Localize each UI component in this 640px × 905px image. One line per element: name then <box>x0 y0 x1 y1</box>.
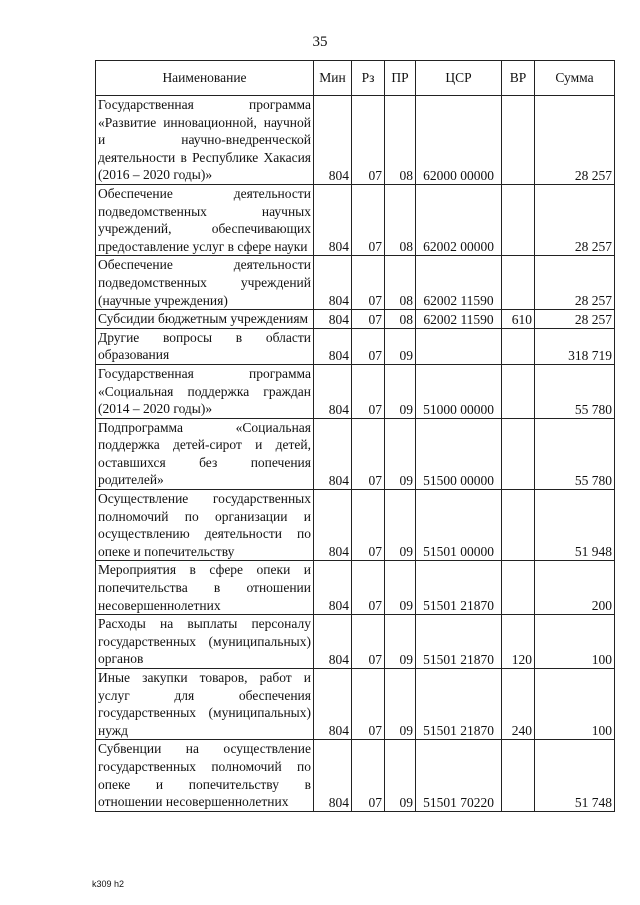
row-rz: 07 <box>352 256 385 310</box>
row-name: Государственная программа «Социальная поддержка граждан (2014 – 2020 годы)» <box>96 364 314 418</box>
row-min: 804 <box>314 96 352 185</box>
row-name: Мероприятия в сфере опеки и попечительства в отношении несовершеннолетних <box>96 561 314 615</box>
row-min: 804 <box>314 615 352 669</box>
row-min: 804 <box>314 184 352 255</box>
row-rz: 07 <box>352 490 385 561</box>
row-rz: 07 <box>352 328 385 364</box>
table-row <box>96 256 615 310</box>
row-csr: 51000 00000 <box>416 364 502 418</box>
row-pr: 09 <box>385 364 416 418</box>
table-row <box>96 364 615 418</box>
row-vr: 610 <box>502 310 535 329</box>
row-csr: 51501 21870 <box>416 615 502 669</box>
header-csr: ЦСР <box>416 61 502 96</box>
row-pr: 09 <box>385 561 416 615</box>
row-csr: 62002 11590 <box>416 256 502 310</box>
row-vr <box>502 328 535 364</box>
row-name: Обеспечение деятельности подведомственных научных учреждений, обеспечивающих предоставление услуг в сфере науки <box>96 184 314 255</box>
header-sum: Сумма <box>535 61 615 96</box>
row-sum: 55 780 <box>535 364 615 418</box>
row-rz: 07 <box>352 96 385 185</box>
row-sum: 100 <box>535 669 615 740</box>
row-rz: 07 <box>352 561 385 615</box>
row-rz: 07 <box>352 669 385 740</box>
row-min: 804 <box>314 256 352 310</box>
row-vr <box>502 256 535 310</box>
row-rz: 07 <box>352 418 385 489</box>
row-sum: 200 <box>535 561 615 615</box>
row-vr <box>502 490 535 561</box>
row-sum: 28 257 <box>535 310 615 329</box>
table-row <box>96 615 615 669</box>
table-row <box>96 490 615 561</box>
table-row <box>96 310 615 329</box>
row-vr: 240 <box>502 669 535 740</box>
row-sum: 28 257 <box>535 256 615 310</box>
header-vr: ВР <box>502 61 535 96</box>
row-vr <box>502 364 535 418</box>
row-min: 804 <box>314 418 352 489</box>
table-row <box>96 740 615 811</box>
row-name: Государственная программа «Развитие инновационной, научной и научно-внедренческой деятельности в Республике Хакасия (2016 – 2020 годы)» <box>96 96 314 185</box>
row-vr <box>502 740 535 811</box>
table-row <box>96 669 615 740</box>
row-csr: 62000 00000 <box>416 96 502 185</box>
row-sum: 100 <box>535 615 615 669</box>
row-sum: 51 748 <box>535 740 615 811</box>
row-pr: 09 <box>385 740 416 811</box>
row-pr: 09 <box>385 615 416 669</box>
row-vr <box>502 184 535 255</box>
header-rz: Рз <box>352 61 385 96</box>
row-sum: 51 948 <box>535 490 615 561</box>
row-pr: 08 <box>385 96 416 185</box>
row-vr: 120 <box>502 615 535 669</box>
row-pr: 09 <box>385 328 416 364</box>
row-vr <box>502 96 535 185</box>
row-csr: 62002 00000 <box>416 184 502 255</box>
row-min: 804 <box>314 328 352 364</box>
table-header-row <box>96 61 615 96</box>
row-name: Другие вопросы в области образования <box>96 328 314 364</box>
row-rz: 07 <box>352 740 385 811</box>
row-csr <box>416 328 502 364</box>
row-sum: 28 257 <box>535 184 615 255</box>
row-pr: 08 <box>385 310 416 329</box>
row-name: Субвенции на осуществление государственных полномочий по опеке и попечительству в отношении несовершеннолетних <box>96 740 314 811</box>
table-row <box>96 328 615 364</box>
row-rz: 07 <box>352 364 385 418</box>
row-csr: 51501 21870 <box>416 561 502 615</box>
row-rz: 07 <box>352 310 385 329</box>
row-rz: 07 <box>352 184 385 255</box>
table-row <box>96 96 615 185</box>
row-vr <box>502 561 535 615</box>
row-csr: 51500 00000 <box>416 418 502 489</box>
header-pr: ПР <box>385 61 416 96</box>
row-min: 804 <box>314 490 352 561</box>
table-row <box>96 418 615 489</box>
row-name: Субсидии бюджетным учреждениям <box>96 310 314 329</box>
row-min: 804 <box>314 561 352 615</box>
row-csr: 62002 11590 <box>416 310 502 329</box>
table-row <box>96 561 615 615</box>
row-min: 804 <box>314 364 352 418</box>
header-name: Наименование <box>96 61 314 96</box>
row-pr: 08 <box>385 184 416 255</box>
row-pr: 08 <box>385 256 416 310</box>
row-vr <box>502 418 535 489</box>
row-sum: 318 719 <box>535 328 615 364</box>
row-name: Обеспечение деятельности подведомственных учреждений (научные учреждения) <box>96 256 314 310</box>
row-min: 804 <box>314 669 352 740</box>
row-csr: 51501 00000 <box>416 490 502 561</box>
header-min: Мин <box>314 61 352 96</box>
row-pr: 09 <box>385 418 416 489</box>
row-sum: 55 780 <box>535 418 615 489</box>
row-rz: 07 <box>352 615 385 669</box>
budget-table <box>95 60 615 812</box>
row-pr: 09 <box>385 490 416 561</box>
row-name: Иные закупки товаров, работ и услуг для обеспечения государственных (муниципальных) нужд <box>96 669 314 740</box>
row-name: Подпрограмма «Социальная поддержка детей-сирот и детей, оставшихся без попечения родителей» <box>96 418 314 489</box>
row-name: Расходы на выплаты персоналу государственных (муниципальных) органов <box>96 615 314 669</box>
row-csr: 51501 21870 <box>416 669 502 740</box>
row-min: 804 <box>314 740 352 811</box>
table-row <box>96 184 615 255</box>
row-pr: 09 <box>385 669 416 740</box>
footer-document-code: k309 h2 <box>92 879 125 889</box>
row-name: Осуществление государственных полномочий по организации и осуществлению деятельности по опеке и попечительству <box>96 490 314 561</box>
row-sum: 28 257 <box>535 96 615 185</box>
row-min: 804 <box>314 310 352 329</box>
row-csr: 51501 70220 <box>416 740 502 811</box>
page-number: 35 <box>312 34 328 50</box>
